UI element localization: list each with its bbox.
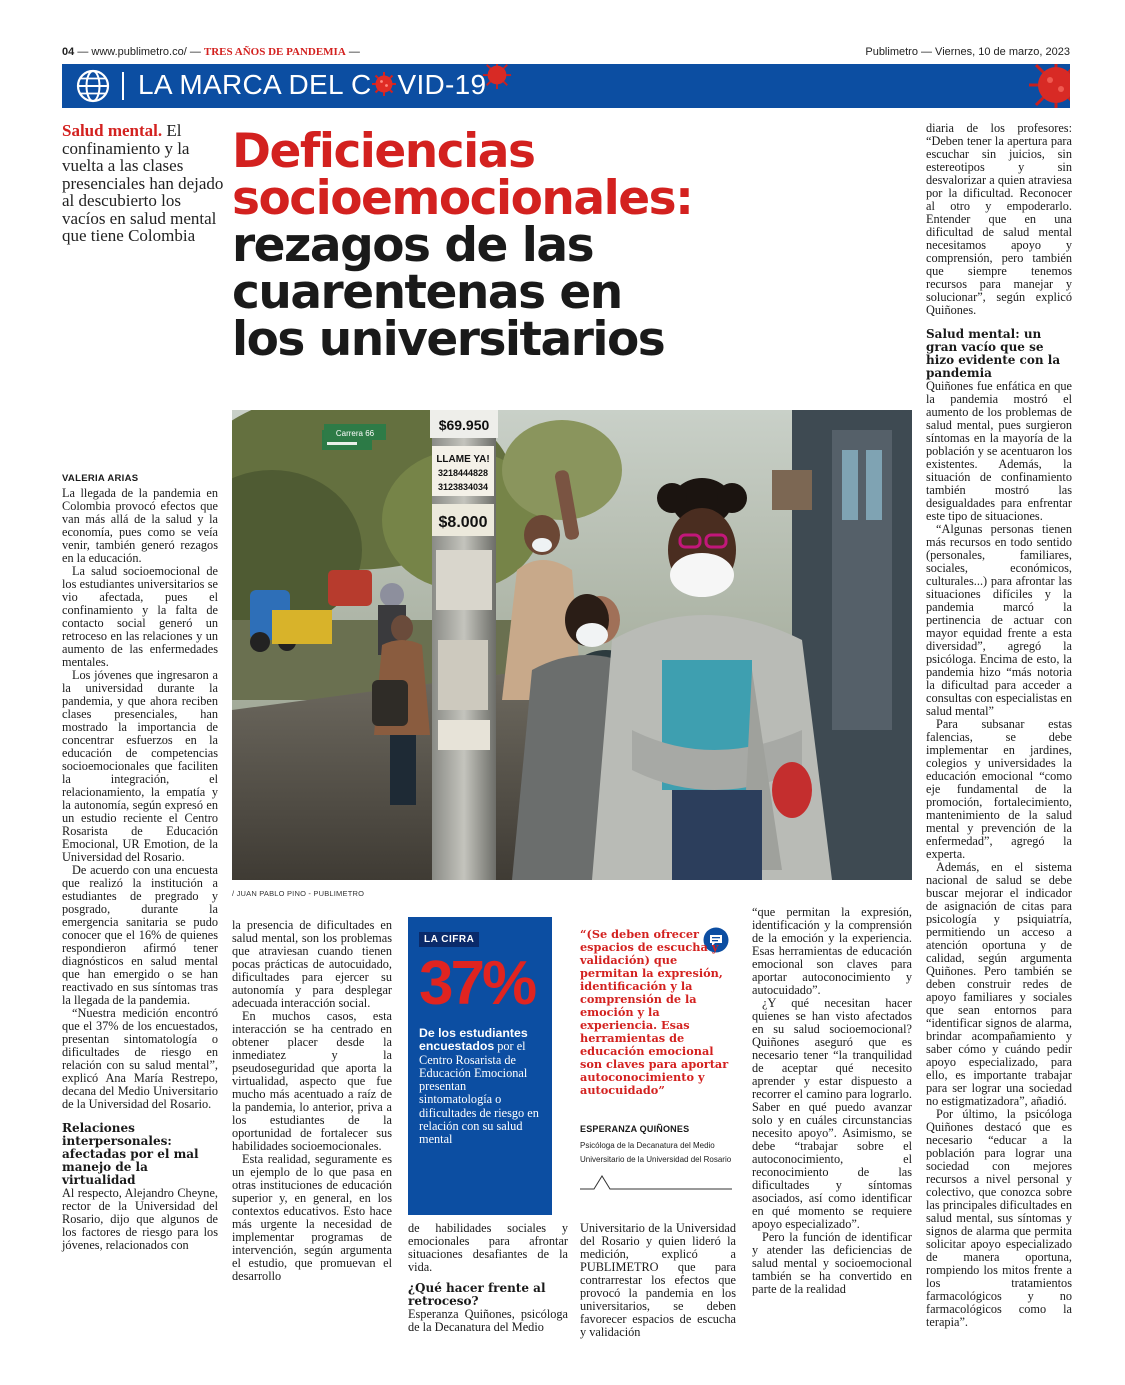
paragraph: “Nuestra medición encontró que el 37% de los encuestados, presentan sintomatología o dificultades de riesgo en relación con su salud mental”, explicó Ana María Restrepo, decana del Medio Universitario de la Universidad del Rosario. bbox=[62, 1006, 218, 1111]
kicker-lead: Salud mental. bbox=[62, 121, 163, 140]
column-2 bbox=[232, 919, 392, 1283]
virus-decoration-icon bbox=[1027, 64, 1070, 108]
headline-line-5: los universitarios bbox=[232, 312, 665, 367]
paragraph: Además, en el sistema nacional de salud se debe buscar mejorar el indicador de asignación de citas para psicología y psiquiatría, permitiendo un acceso a atención oportuna y de calidad, según argumenta Quiñones. Pero también se deben construir redes de apoyo familiares y sociales que sean entornos para “identificar signos de alarma, brindar acompañamiento y saber cómo y cuándo pedir apoyo especializado, para ello, es importante trabajar para ser lograr una sociedad no estigmatizadora”, añadió. bbox=[926, 860, 1072, 1108]
key-figure-number: 37% bbox=[419, 949, 535, 1018]
paragraph: De acuerdo con una encuesta que realizó la institución a estudiantes de pregrado y posgrado, durante la emergencia sanitaria se pudo conocer que el 16% de quienes respondieron afirmó tener diagnósticos en salud mental que han emergido o se han reactivado en sus síntomas tras la llegada de la pandemia. bbox=[62, 863, 218, 1007]
kicker-summary bbox=[62, 122, 226, 245]
page-number: 04 bbox=[62, 46, 75, 58]
headline-line-3: rezagos de las bbox=[232, 218, 594, 273]
sign-price-2: $8.000 bbox=[438, 514, 488, 531]
headline-line-2: socioemocionales: bbox=[232, 171, 693, 226]
paragraph: “que permitan la expresión, identificación y la comprensión de la emoción y la experiencia. Esas herramientas de educación emocional son claves para aportar autoconocimiento y autocuidado”. bbox=[752, 905, 912, 997]
banner-separator bbox=[122, 72, 124, 100]
paragraph: En muchos casos, esta interacción se ha centrado en obtener placer desde la inmediatez y la pseudoseguridad que aporta la virtualidad, aspecto que fue mucho más acentuado a raíz de la pandemia, lo anterior, priva a los estudiantes de la oportunidad de fortalecer sus habilidades socioemocionales. bbox=[232, 1009, 392, 1153]
paragraph: Los jóvenes que ingresaron a la universidad durante la pandemia, y que ahora reciben clases presenciales, han mostrado la importancia de concentrar esfuerzos en la educación de competencias socioemocionales que faciliten la integración, el relacionamiento, la empatía y la autonomía, según expresó en un estudio reciente el Centro Rosarista de Educación Emocional, UR Emotion, de la Universidad del Rosario. bbox=[62, 668, 218, 864]
photo-illustration bbox=[232, 410, 912, 880]
quote-role-1: Psicóloga de la Decanatura del Medio bbox=[580, 1141, 715, 1150]
subheading: ¿Qué hacer frente al retroceso? bbox=[408, 1281, 546, 1308]
key-figure-box bbox=[408, 917, 552, 1215]
header-left: 04 — www.publimetro.co/ — TRES AÑOS DE PANDEMIA — bbox=[62, 46, 360, 58]
paper-date: Publimetro — Viernes, 10 de marzo, 2023 bbox=[865, 46, 1070, 58]
column-1 bbox=[62, 472, 218, 1252]
main-photo bbox=[232, 410, 912, 880]
key-figure-text: De los estudiantes encuestados por el Centro Rosarista de Educación Emocional presentan sintomatología o dificultades de riesgo en relación con su salud mental bbox=[419, 1026, 539, 1147]
headline-line-4: cuarentenas en bbox=[232, 265, 622, 320]
column-4-bottom bbox=[580, 1222, 736, 1339]
subheading: Relaciones interpersonales: afectadas por el mal manejo de la virtualidad bbox=[62, 1121, 199, 1187]
paragraph: La salud socioemocional de los estudiantes universitarios se vio afectada, pues el confinamiento y la falta de contacto social generó un retroceso en las relaciones y un aumento de las enfermedades mentales. bbox=[62, 564, 218, 669]
column-5 bbox=[752, 906, 912, 1296]
paragraph: Esta realidad, seguramente es un ejemplo de lo que pasa en otras instituciones de educación superior y, en general, en los contextos educativos. Esto hace más urgente la necesidad de implementar programas de intervención, según argumenta el estudio, que promuevan el desarrollo bbox=[232, 1152, 392, 1283]
sign-call: LLAME YA! bbox=[436, 454, 490, 465]
paragraph: Pero la función de identificar y atender las deficiencias de salud mental y socioemocional también se ha convertido en parte de la realidad bbox=[752, 1230, 912, 1296]
paragraph: la presencia de dificultades en salud mental, son los problemas que atraviesan cuando tienen pocas prácticas de autocuidado, dificultades para ejercer su autonomía y para desplegar adecuada interacción social. bbox=[232, 918, 392, 1010]
sign-price-1: $69.950 bbox=[438, 417, 490, 433]
virus-decoration-mid-icon bbox=[482, 64, 512, 90]
paragraph: Universitario de la Universidad del Rosario y quien lideró la medición, explicó a PUBLIMETRO que para contrarrestar los efectos que provocó la pandemia en los universitarios, se deben favorecer espacios de escucha y validación bbox=[580, 1221, 736, 1339]
sign-phone-2: 3123834034 bbox=[437, 482, 489, 492]
quote-divider bbox=[580, 1172, 732, 1190]
paragraph: de habilidades sociales y emocionales para afrontar situaciones desafiantes de la vida. bbox=[408, 1221, 568, 1274]
headline bbox=[232, 124, 922, 367]
byline: VALERIA ARIAS bbox=[62, 473, 139, 484]
page-header-line bbox=[62, 46, 1070, 62]
pull-quote: “(Se deben ofrecer espacios de escucha y validación) que permitan la expresión, identificación y la comprensión de la emoción y la experiencia. Esas herramientas de educación emocional son claves para aportar autoconocimiento y autocuidado” bbox=[580, 927, 729, 1097]
paragraph: ¿Y qué necesitan hacer quienes se han visto afectados en su salud socioemocional? Quiñones aseguró que es necesario tener “la tranquilidad de aceptar qué necesito aprender y estar dispuesto a recorrer el camino para lograrlo. Saber en qué puedo avanzar solo y en cuáles circunstancias necesito apoyo”. Asimismo, se debe “trabajar sobre el autoconocimiento, el reconocimiento de las dificultades y síntomas asociados, así como identificar en qué momento se requiere apoyo especializado”. bbox=[752, 996, 912, 1231]
site-url: www.publimetro.co/ bbox=[91, 46, 187, 58]
section-banner bbox=[62, 64, 1070, 108]
column-3-bottom bbox=[408, 1222, 568, 1334]
virus-o-icon bbox=[371, 71, 397, 97]
photo-caption: / JUAN PABLO PINO - PUBLIMETRO bbox=[232, 889, 365, 898]
paragraph: La llegada de la pandemia en Colombia provocó efectos que van más allá de la salud y la economía, pues como se veía venir, también generó rezagos en la educación. bbox=[62, 486, 218, 565]
paragraph: “Algunas personas tienen más recursos en todo sentido (personales, familiares, sociales, económicos, culturales...) para afrontar las situaciones difíciles y la pandemia marcó la pertinencia de actuar con mayor equidad frente a esta diversidad”, agregó la psicóloga. Encima de esto, la pandemia hizo “más notoria la dificultad para acceder a consultas con especialistas en salud mental” bbox=[926, 522, 1072, 718]
banner-title: LA MARCA DEL C VID-19 bbox=[138, 69, 487, 100]
quote-attribution bbox=[580, 1124, 732, 1166]
paragraph: Al respecto, Alejandro Cheyne, rector de la Universidad del Rosario, dijo que algunos de los factores de riesgo para los jóvenes, relacionados con bbox=[62, 1186, 218, 1252]
paragraph: Esperanza Quiñones, psicóloga de la Decanatura del Medio bbox=[408, 1307, 568, 1334]
paragraph: Quiñones fue enfática en que la pandemia mostró el aumento de los problemas de salud mental, pues surgieron síntomas en la mayoría de la población y se acentuaron los existentes. Además, la situación de confinamiento también mostró las desigualdades para enfrentar este tipo de situaciones. bbox=[926, 379, 1072, 523]
paragraph: diaria de los profesores: “Deben tener la apertura para escuchar sin juicios, sin estereotipos y sin desvalorizar a quien atraviesa por la dificultad. Reconocer al otro y empoderarlo. Entender que en una dificultad de salud mental necesitamos apoyo y comprensión, pero también que siempre tenemos recursos para manejar y solucionar”, según explicó Quiñones. bbox=[926, 121, 1072, 317]
sign-phone-1: 3218444828 bbox=[437, 468, 489, 478]
headline-line-1: Deficiencias bbox=[232, 124, 535, 179]
kicker-text: El confinamiento y la vuelta a las clases presenciales han dejado al descubierto los vacíos en salud mental que tiene Colombia bbox=[62, 121, 224, 245]
paragraph: Por último, la psicóloga Quiñones destacó que es necesario “educar a la población para lograr una sociedad con mejores recursos a nivel personal y colectivo, que conozca sobre las principales dificultades en salud mental, sus síntomas y signos de alarma que permita solicitar apoyo especializado de manera oportuna, rompiendo los mitos frente a los tratamientos farmacológicos y no farmacológicos como la terapia”. bbox=[926, 1107, 1072, 1329]
section-name: TRES AÑOS DE PANDEMIA bbox=[203, 46, 346, 58]
globe-icon bbox=[76, 69, 110, 103]
key-figure-tag: LA CIFRA bbox=[419, 932, 479, 947]
quote-role-2: Universitario de la Universidad del Rosario bbox=[580, 1154, 732, 1164]
subheading: Salud mental: un gran vacío que se hizo evidente con la pandemia bbox=[926, 327, 1061, 380]
street-sign: Carrera 66 bbox=[335, 429, 375, 438]
quote-author: ESPERANZA QUIÑONES bbox=[580, 1124, 690, 1134]
column-6 bbox=[926, 122, 1072, 1329]
paragraph: Para subsanar estas falencias, se debe implementar en jardines, colegios y universidades la educación emocional “como eje fundamental de la promoción, fortalecimiento, mantenimiento de la salud mental y prevención de la enfermedad”, agregó la experta. bbox=[926, 717, 1072, 861]
